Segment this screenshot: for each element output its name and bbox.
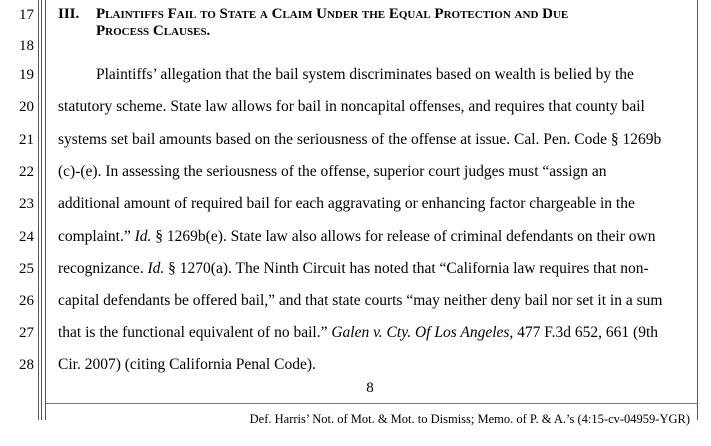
line-number: 22	[19, 164, 34, 180]
body-line: (c)-(e). In assessing the seriousness of the offense, superior court judges must “assign an	[58, 163, 607, 180]
line-number: 20	[19, 99, 34, 115]
line-number: 17	[19, 7, 34, 23]
line-number: 28	[19, 357, 34, 373]
text-run: recognizance.	[58, 260, 148, 277]
left-margin-rule-text	[45, 0, 46, 420]
text-run: complaint.”	[58, 228, 135, 245]
section-title	[96, 6, 656, 40]
text-run: § 1269b(e). State law also allows for release of criminal defendants on their own	[151, 228, 656, 245]
body-line: additional amount of required bail for each aggravating or enhancing factor chargeable in the	[58, 195, 635, 212]
citation-id: Id.	[134, 228, 152, 245]
line-number: 23	[19, 196, 34, 212]
line-number: 19	[19, 67, 34, 83]
line-number: 26	[19, 293, 34, 309]
left-margin-rule-inner	[41, 0, 42, 420]
text-run: § 1270(a). The Ninth Circuit has noted that “California law requires that non-	[164, 260, 649, 277]
body-line: systems set bail amounts based on the seriousness of the offense at issue. Cal. Pen. Code § 1269b	[58, 131, 662, 148]
line-number: 27	[19, 325, 34, 341]
page-number: 8	[366, 380, 374, 396]
section-title-line: Process Clauses.	[96, 23, 211, 39]
footer-divider	[46, 403, 698, 404]
body-line: Cir. 2007) (citing California Penal Code).	[58, 356, 316, 373]
body-line	[58, 260, 649, 278]
body-line: capital defendants be offered bail,” and that state courts “may neither deny bail nor set it in a sum	[58, 292, 663, 309]
text-run: , 477 F.3d 652, 661 (9th	[509, 324, 659, 341]
body-line: Plaintiffs’ allegation that the bail system discriminates based on wealth is belied by the	[96, 66, 634, 83]
line-number: 25	[19, 261, 34, 277]
document-footer: Def. Harris’ Not. of Mot. & Mot. to Dismiss; Memo. of P. & A.’s (4:15-cv-04959-YGR)	[249, 412, 690, 426]
body-line: statutory scheme. State law allows for bail in noncapital offenses, and requires that county bail	[58, 98, 645, 115]
line-number: 21	[19, 132, 34, 148]
citation-id: Id.	[147, 260, 165, 277]
body-line	[58, 228, 655, 246]
text-run: that is the functional equivalent of no bail.”	[58, 324, 332, 341]
body-line	[58, 324, 658, 342]
case-citation: Galen v. Cty. Of Los Angeles	[331, 324, 510, 341]
section-number: III.	[58, 6, 80, 22]
right-margin-rule	[697, 0, 698, 420]
section-title-line: Plaintiffs Fail to State a Claim Under the Equal Protection and Due	[96, 6, 569, 22]
line-number: 18	[19, 38, 34, 54]
line-number: 24	[19, 229, 34, 245]
left-margin-rule-outer	[38, 0, 39, 420]
